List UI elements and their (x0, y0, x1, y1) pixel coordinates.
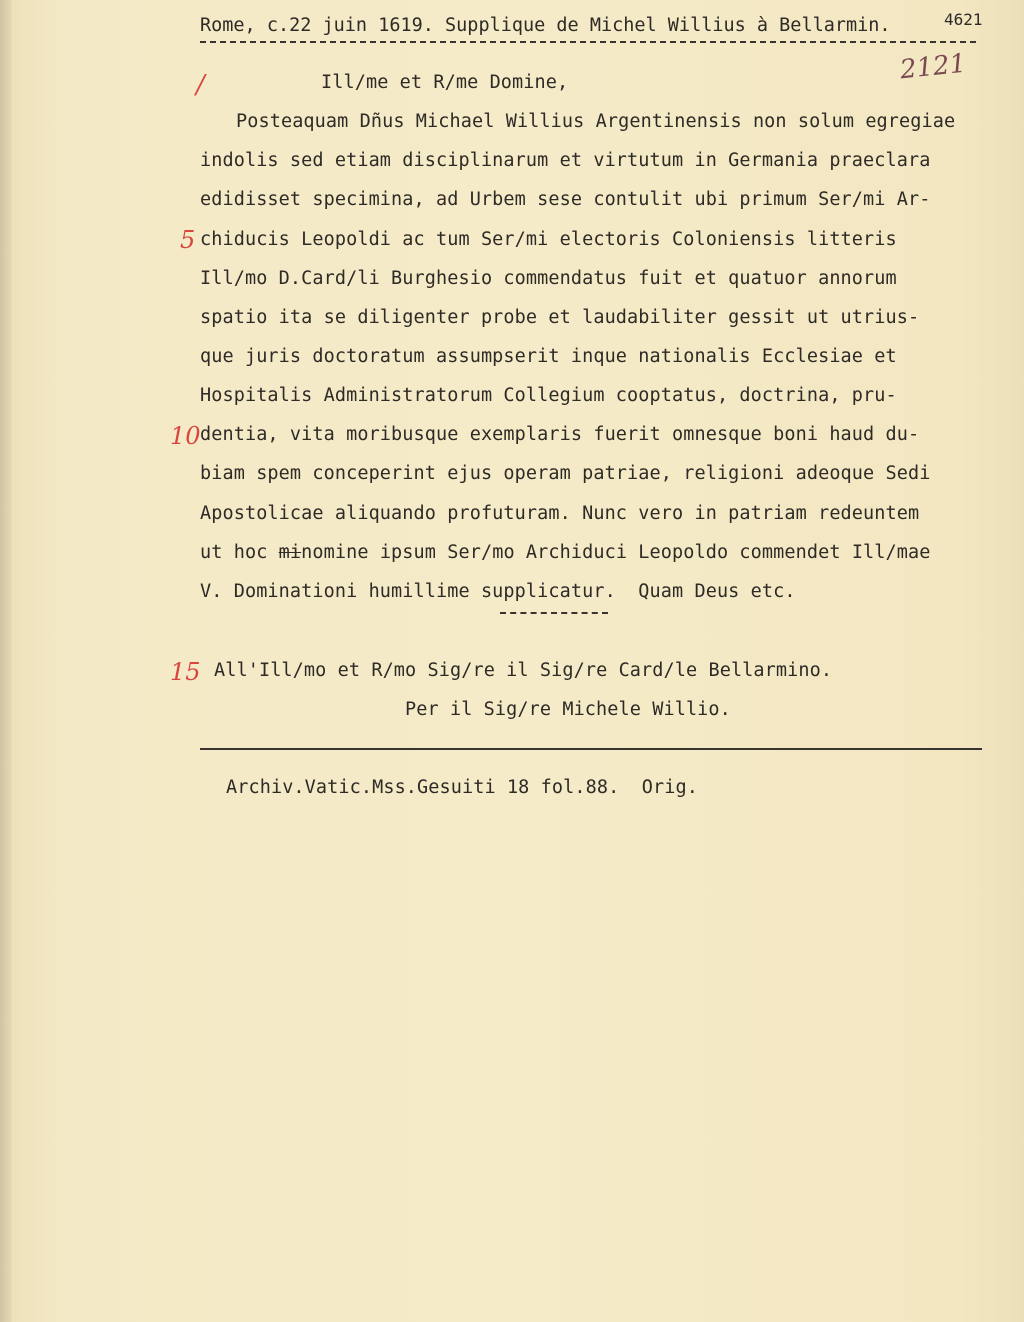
body-line-1: Posteaquam Dñus Michael Willius Argentinensis non solum egregiae (236, 111, 956, 132)
struck-text: mi (278, 542, 302, 563)
footer-rule (200, 748, 982, 750)
body-line-10: biam spem conceperint ejus operam patriae, religioni adeoque Sedi (200, 463, 931, 484)
document-header: Rome, c.22 juin 1619. Supplique de Michel Willius à Bellarmin. (200, 15, 891, 36)
line-marker-15: 15 (170, 658, 201, 686)
salutation: Ill/me et R/me Domine, (321, 72, 569, 93)
source-citation: Archiv.Vatic.Mss.Gesuiti 18 fol.88. Orig. (226, 777, 698, 798)
body-line-13: V. Dominationi humillime supplicatur. Quam Deus etc. (200, 581, 796, 602)
line-marker-5: 5 (180, 226, 196, 254)
line-marker-10: 10 (170, 422, 201, 450)
address-line: All'Ill/mo et R/mo Sig/re il Sig/re Card/le Bellarmino. (214, 660, 833, 681)
page-number: 4621 (944, 10, 983, 29)
handwritten-folio-number: 2121 (898, 48, 968, 86)
body-line-2: indolis sed etiam disciplinarum et virtutum in Germania praeclara (200, 150, 931, 171)
body-line-5: Ill/mo D.Card/li Burghesio commendatus fuit et quatuor annorum (200, 268, 897, 289)
body-line-11: Apostolicae aliquando profuturam. Nunc vero in patriam redeuntem (200, 503, 920, 524)
body-line-8: Hospitalis Administratorum Collegium cooptatus, doctrina, pru- (200, 385, 897, 406)
short-rule (500, 612, 608, 614)
page-edge (0, 0, 12, 1322)
body-line-12-end: nomine ipsum Ser/mo Archiduci Leopoldo commendet Ill/mae (301, 542, 931, 563)
body-line-4: chiducis Leopoldi ac tum Ser/mi electoris Coloniensis litteris (200, 229, 897, 250)
body-line-3: edidisset specimina, ad Urbem sese contulit ubi primum Ser/mi Ar- (200, 189, 931, 210)
body-line-12 (200, 542, 930, 564)
body-line-6: spatio ita se diligenter probe et laudabiliter gessit ut utrius- (200, 307, 920, 328)
header-rule (200, 41, 976, 43)
body-line-12-start: ut hoc (200, 542, 279, 563)
sender-line: Per il Sig/re Michele Willio. (405, 699, 731, 720)
body-line-7: que juris doctoratum assumpserit inque nationalis Ecclesiae et (200, 346, 897, 367)
line-marker-1: / (196, 70, 205, 100)
body-line-9: dentia, vita moribusque exemplaris fuerit omnesque boni haud du- (200, 424, 920, 445)
